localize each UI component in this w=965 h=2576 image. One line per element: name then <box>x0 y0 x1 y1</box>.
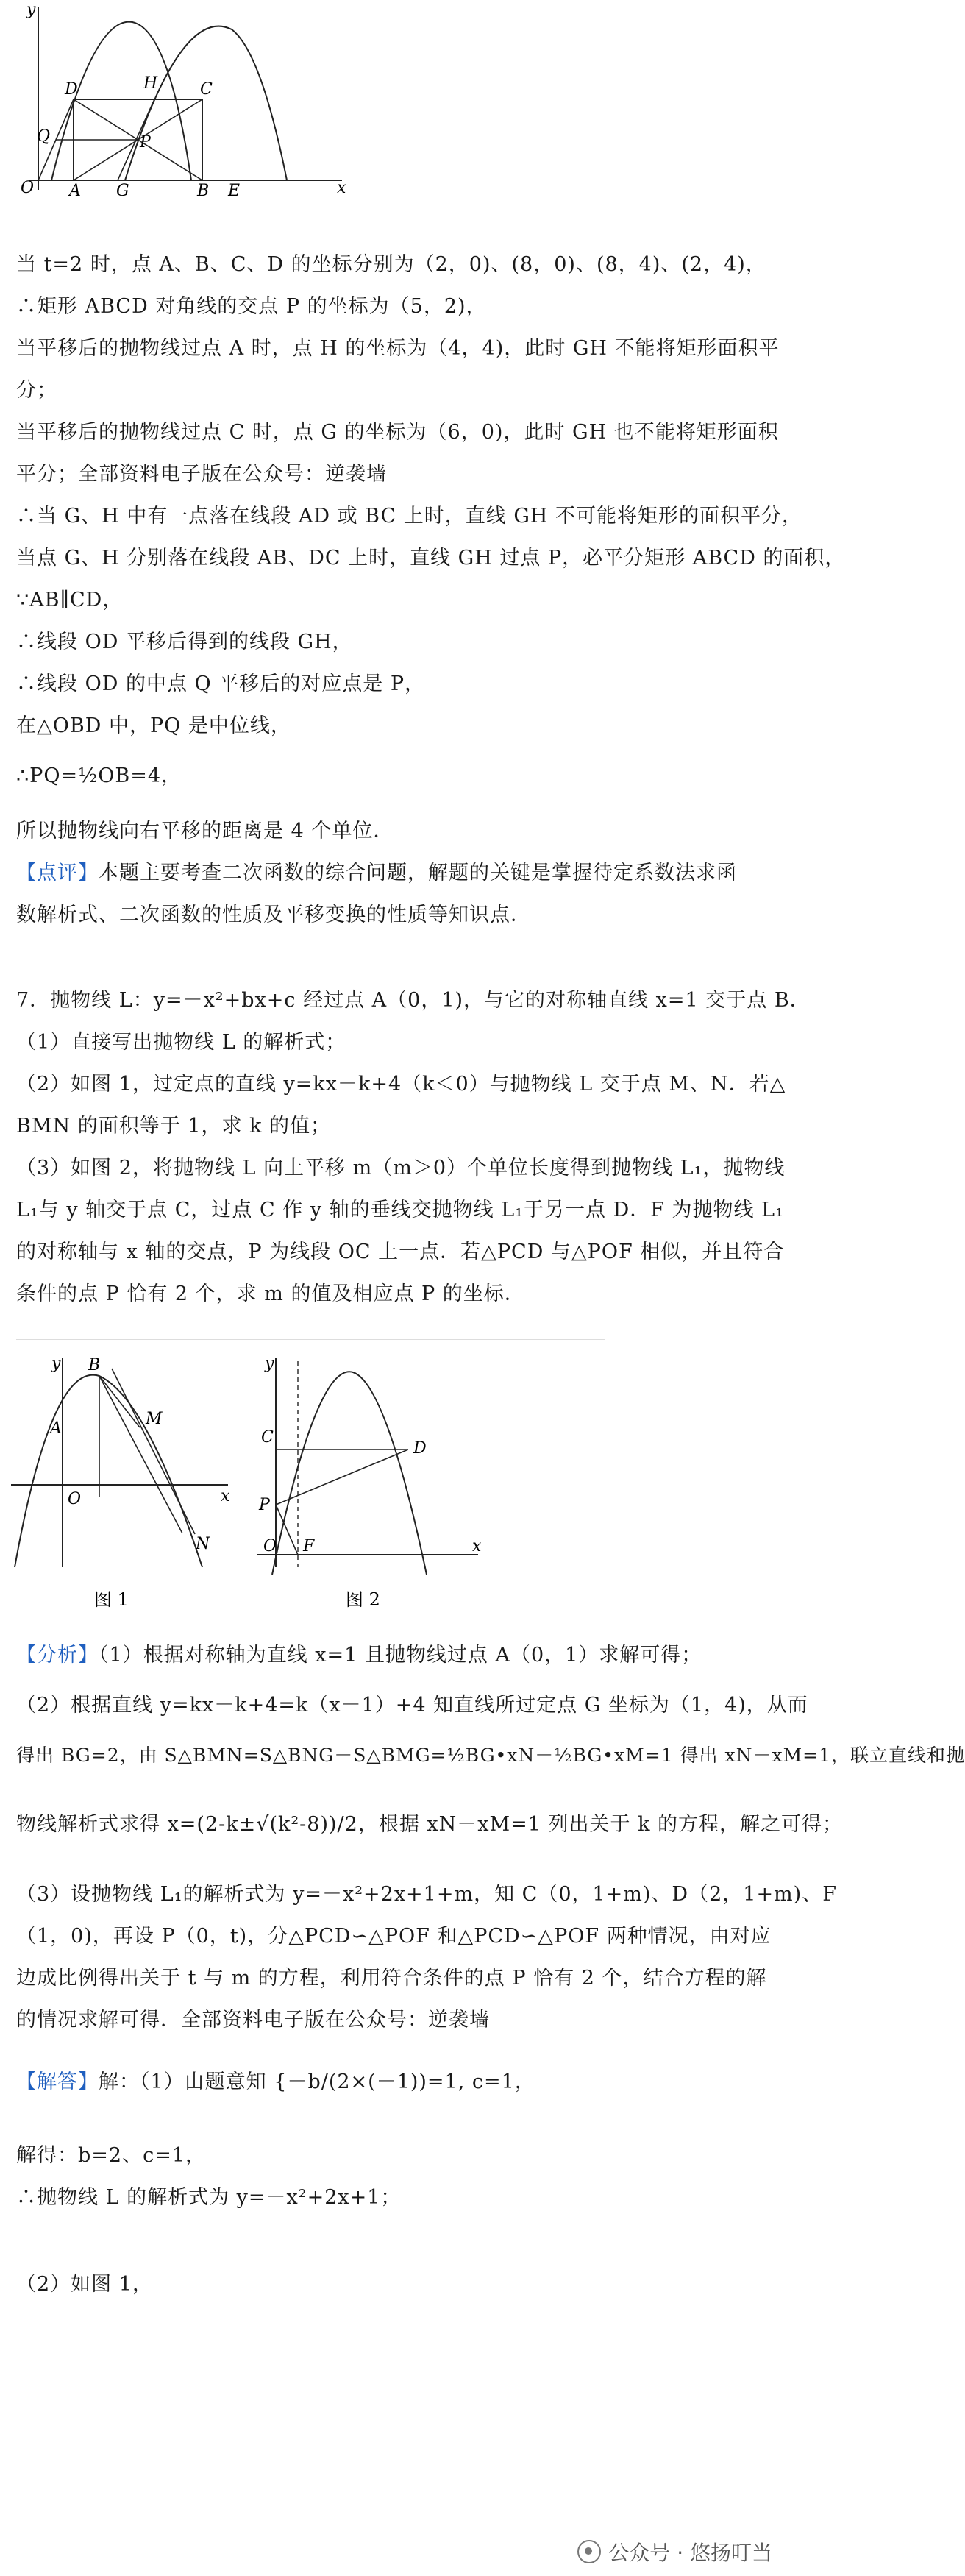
fig1-label: x <box>221 1487 230 1505</box>
answer-text: 解：（1）由题意知 {－b/(2×(－1))=1, c=1， <box>99 2071 535 2093</box>
fig-top-label: C <box>200 80 213 99</box>
fig-top-label: Q <box>37 127 51 146</box>
fig-top-label: A <box>69 182 81 200</box>
text-line: 分； <box>16 379 57 402</box>
text-line: ∴矩形 ABCD 对角线的交点 P 的坐标为（5，2)， <box>16 295 487 318</box>
text-line: 当平移后的抛物线过点 A 时，点 H 的坐标为（4，4)，此时 GH 不能将矩形面积平 <box>16 337 780 360</box>
fig-top-label: B <box>197 182 210 200</box>
analysis-line: （1，0)，再设 P（0，t)，分△PCD∽△POF 和△PCD∽△POF 两种情况，由对应 <box>16 1925 772 1948</box>
divider <box>16 1339 605 1340</box>
analysis-line: 的情况求解可得．全部资料电子版在公众号：逆袭墙 <box>16 2009 490 2032</box>
answer-line: ∴抛物线 L 的解析式为 y=－x²+2x+1； <box>16 2186 402 2209</box>
fig-top-label: O <box>21 179 35 197</box>
problem-line: 的对称轴与 x 轴的交点，P 为线段 OC 上一点．若△PCD 与△POF 相似，并且符合 <box>16 1241 785 1263</box>
fig1-caption: 图 1 <box>94 1589 129 1610</box>
figure-parabola-rectangle <box>7 0 353 199</box>
text-line: 当 t=2 时，点 A、B、C、D 的坐标分别为（2，0)、(8，0)、(8，4)、(2，4)， <box>16 253 766 276</box>
fig2-label: P <box>259 1496 270 1514</box>
text-line: 平分；全部资料电子版在公众号：逆袭墙 <box>16 463 387 486</box>
text-line: 数解析式、二次函数的性质及平移变换的性质等知识点． <box>16 904 531 926</box>
fig2-label: C <box>261 1428 274 1447</box>
text-line: ∴线段 OD 的中点 Q 平移后的对应点是 P， <box>16 673 425 695</box>
fig-top-label: y <box>26 1 36 19</box>
problem-line: BMN 的面积等于 1，求 k 的值； <box>16 1115 331 1138</box>
fig2-label: D <box>413 1439 427 1458</box>
fig-top-label: D <box>65 80 78 99</box>
text-line: 所以抛物线向右平移的距离是 4 个单位． <box>16 820 394 842</box>
text-line: ∴线段 OD 平移后得到的线段 GH， <box>16 631 353 653</box>
analysis-line: 边成比例得出关于 t 与 m 的方程，利用符合条件的点 P 恰有 2 个，结合方程的解 <box>16 1967 767 1990</box>
fig-top-label: P <box>140 133 151 152</box>
problem-line: （3）如图 2，将抛物线 L 向上平移 m（m＞0）个单位长度得到抛物线 L₁，抛物线 <box>16 1157 786 1179</box>
problem-line: 7．抛物线 L：y=－x²+bx+c 经过点 A（0，1)，与它的对称轴直线 x=1 交于点 B． <box>16 989 811 1012</box>
fig1-label: M <box>146 1410 163 1428</box>
text-line: 当平移后的抛物线过点 C 时，点 G 的坐标为（6，0)，此时 GH 也不能将矩形面积 <box>16 421 779 444</box>
comment-text: 本题主要考查二次函数的综合问题，解题的关键是掌握待定系数法求函 <box>99 862 737 884</box>
fig-top-label: E <box>228 182 241 200</box>
text-line: 在△OBD 中，PQ 是中位线， <box>16 714 291 737</box>
analysis-line: （3）设抛物线 L₁的解析式为 y=－x²+2x+1+m，知 C（0，1+m)、D（2，1+m)、F <box>16 1883 837 1906</box>
fig1-label: y <box>51 1355 61 1373</box>
text-line: 当点 G、H 分别落在线段 AB、DC 上时，直线 GH 过点 P，必平分矩形 ABCD 的面积， <box>16 547 846 570</box>
figure-2 <box>243 1346 485 1619</box>
problem-line: L₁与 y 轴交于点 C，过点 C 作 y 轴的垂线交抛物线 L₁于另一点 D．F 为抛物线 L₁ <box>16 1199 784 1221</box>
fig-top-label: G <box>116 182 129 200</box>
analysis-line <box>16 1641 778 1670</box>
fig1-label: N <box>196 1535 210 1553</box>
footer-watermark <box>577 2537 772 2566</box>
answer-line: （2）如图 1， <box>16 2273 153 2296</box>
fig2-label: O <box>263 1537 277 1555</box>
fig2-label: F <box>303 1537 315 1555</box>
analysis-text: （1）根据对称轴为直线 x=1 且抛物线过点 A（0，1）求解可得； <box>99 1644 702 1667</box>
fig2-label: x <box>472 1537 482 1555</box>
analysis-line: 得出 BG=2，由 S△BMN=S△BNG－S△BMG=½BG•xN－½BG•xM=1 得出 xN－xM=1，联立直线和抛 <box>16 1745 965 1766</box>
problem-line: （2）如图 1，过定点的直线 y=kx－k+4（k＜0）与抛物线 L 交于点 M、N．若△ <box>16 1073 786 1096</box>
analysis-tag: 【分析】 <box>16 1644 99 1667</box>
comment-tag: 【点评】 <box>16 862 99 884</box>
fig-top-label: H <box>143 74 158 93</box>
wechat-icon <box>577 2540 601 2563</box>
figure-1 <box>7 1346 235 1619</box>
fig1-label: A <box>50 1419 62 1438</box>
text-line: ∴当 G、H 中有一点落在线段 AD 或 BC 上时，直线 GH 不可能将矩形的面积平分， <box>16 505 803 528</box>
problem-line: （1）直接写出抛物线 L 的解析式； <box>16 1031 346 1054</box>
analysis-line: 物线解析式求得 x=(2-k±√(k²-8))/2，根据 xN－xM=1 列出关于 k 的方程，解之可得； <box>16 1813 844 1836</box>
analysis-line: （2）根据直线 y=kx－k+4=k（x－1）+4 知直线所过定点 G 坐标为（1，4)，从而 <box>16 1694 808 1717</box>
text-line: ∴PQ=½OB=4， <box>16 764 182 787</box>
comment-line <box>16 859 778 888</box>
problem-line: 条件的点 P 恰有 2 个，求 m 的值及相应点 P 的坐标． <box>16 1282 525 1305</box>
answer-line: 解得：b=2、c=1， <box>16 2144 207 2167</box>
text-line: ∵AB∥CD， <box>16 589 124 611</box>
answer-line <box>16 2068 778 2097</box>
fig2-label: y <box>265 1355 274 1373</box>
fig-top-label: x <box>337 179 346 197</box>
fig1-label: O <box>68 1490 82 1508</box>
footer-text: 公众号 · 悠扬叮当 <box>608 2541 772 2565</box>
fig2-caption: 图 2 <box>346 1589 380 1610</box>
answer-tag: 【解答】 <box>16 2071 99 2093</box>
fig1-label: B <box>88 1356 101 1374</box>
